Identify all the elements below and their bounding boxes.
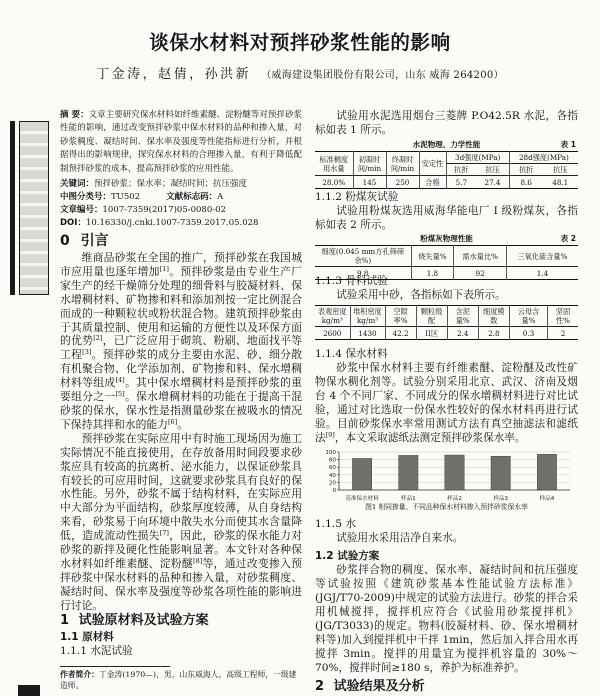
table-1-header: 标准稠度用水量 <box>315 152 353 176</box>
table-3-cell: 0.3 <box>509 327 547 340</box>
doc-code-label: 文献标志码： <box>166 192 218 202</box>
section-1-1-heading: 1.1 原材料 <box>60 631 114 643</box>
table-1-header: 初凝时间/min <box>353 152 386 176</box>
table-2-cell: 1.4 <box>506 267 578 280</box>
abstract-label: 摘 要： <box>60 110 89 120</box>
chart-y-tick-label: 40 <box>328 472 336 479</box>
article-number-value: 1007-7359(2017)05-0080-02 <box>102 205 226 215</box>
table-3-header: 细度模数 <box>478 306 509 327</box>
table-3-cell: II区 <box>416 327 447 340</box>
citation-marker: [5] <box>115 390 125 399</box>
table-1-cell: 250 <box>386 176 419 189</box>
footnote-rule <box>60 666 170 667</box>
table-1 <box>315 151 578 189</box>
table-2-header: 需水量比% <box>454 246 507 267</box>
doi-line <box>60 217 302 230</box>
table-2-header: 烧失量% <box>411 246 454 267</box>
clc-label: 中图分类号： <box>60 192 112 202</box>
table-1-subheader: 抗折 <box>509 164 542 176</box>
table-2-cell: 1.8 <box>411 267 454 280</box>
margin-band-bar <box>10 121 15 295</box>
retention-text: 砂浆中保水材料主要有纤维素醚、淀粉醚及改性矿物保水稠化剂等。试验分别采用北京、武汉、济南及烟台 4 个不同厂家、不同成分的保水增稠材料进行对比试验，通过对比选取一份保水性较好的保水材料再进行试验。目前砂浆保水率常用测试方法有真空抽滤法和滤纸法[9]，本文采取滤纸法测定预拌砂浆保水率。 <box>315 362 578 444</box>
test-plan-text: 砂浆拌合物的稠度、保水率、凝结时间和抗压强度等试验按照《建筑砂浆基本性能试验方法标准》(JGJ/T70-2009)中规定的试验方法进行。砂浆的拌合采用机械搅拌，搅拌机应符合《试验用砂浆搅拌机》(JG/T3033)的规定。物料(胶凝材料、砂、保水增稠材料等)加入到搅拌机中干拌 1min，然后加入拌合用水再搅拌 3min。搅拌的用量宜为搅拌机容量的 30%～70%，搅拌时间≥180 s，养护为标准养护。 <box>315 564 578 674</box>
chart-x-label: 样品3 <box>493 496 509 502</box>
table-3-cell: 1430 <box>350 327 385 340</box>
intro-paragraph-2: 预拌砂浆在实际应用中有时施工现场因为施工实际情况不能直接使用，在存放备用时间段要求砂浆应具有较高的抗离析、泌水能力，以保证砂浆具有较长的可应用时间，这就要求砂浆具有良好的保水性能。另外，砂浆不属于结构材料，在实际应用中大部分为平面结构，砂浆厚度较薄，从自身结构来看，砂浆易于向环境中散失水分而使其水含量降低，造成流动性损失[7]，因此，砂浆的保水能力对砂浆的新拌及硬化性能影响显著。本文针对各种保水材料如纤维素醚、淀粉醚[8]等，通过改变掺入预拌砂浆中保水材料的品种和掺入量，对砂浆稠度、凝结时间、保水率及强度等砂浆各项性能的影响进行讨论。 <box>60 431 303 612</box>
citation-marker: [6] <box>167 417 178 426</box>
table-1-cell: 48.1 <box>552 177 569 187</box>
byline <box>0 64 600 85</box>
section-1-2-heading: 1.2 试验方案 <box>315 550 380 562</box>
intro-paragraph-1: 维商品砂浆在全国的推广，预拌砂浆在我国城市应用量也逐年增加[1]。预拌砂浆是由专业生产厂家生产的经干燥筛分处理的细骨料与胶凝材料、保水增稠材料、矿物掺和料和添加剂按一定比例混合而成的一种颗粒状或粉状混合物。建筑预拌砂浆由于其质量控制、使用和运输的方便性以及环保方面的优势[2]，已广泛应用于砌筑、粉刷、地面找平等工程[3]。预拌砂浆的成分主要由水泥、砂、细分散有机聚合物、化学添加剂、矿物掺和料、保水增稠材料等组成[4]。其中保水增稠材料是预拌砂浆的重要组分之一[5]。保水增稠材料的功能在于提高干混砂浆的保水，保水性是指测量砂浆在被吸水的情况下保持其拌和水的能力[6]。 <box>60 251 303 431</box>
section-1-1-4-heading: 1.1.4 保水材料 <box>315 348 388 360</box>
chart-bar <box>399 455 418 490</box>
section-1-heading: 1 试验原材料及试验方案 <box>60 613 209 628</box>
chart-x-label: 基准保水材料 <box>345 496 379 502</box>
citation-marker: [3] <box>82 348 92 357</box>
table-2-header: 三氧化硫含量% <box>506 246 578 267</box>
table-1-subheader: 抗折 <box>446 164 476 176</box>
table-1-caption <box>315 140 578 150</box>
table-3 <box>315 305 578 340</box>
chart-y-tick-label: 20 <box>328 480 336 487</box>
chart-y-tick-label: 60 <box>328 465 336 472</box>
author-footnote <box>60 669 302 691</box>
chart-bar <box>352 458 371 490</box>
table-3-header: 空隙率% <box>385 306 416 327</box>
table-1-row <box>315 176 578 189</box>
table-3-cell: 2600 <box>323 328 342 338</box>
table-1-header: 终凝时间/min <box>386 152 419 176</box>
chart-bar <box>491 456 510 490</box>
figure-1-caption: 图1 相同掺量、不同品种保水材料掺入预拌砂浆保水率 <box>365 503 528 511</box>
doi-value: 10.16330/j.cnki.1007-7359.2017.05.028 <box>85 218 259 228</box>
table-2-caption <box>315 234 578 244</box>
table-3-header: 颗粒级配 <box>416 306 447 327</box>
chart-bar <box>445 455 464 490</box>
citation-marker: [7] <box>159 529 169 538</box>
classification-line <box>60 191 302 204</box>
table-2-cell: 92 <box>454 267 507 280</box>
table-3-header: 堆积密度kg/m³ <box>350 306 385 327</box>
section-1-1-5-heading: 1.1.5 水 <box>315 518 356 530</box>
table-1-header: 28d强度(MPa) <box>509 152 578 164</box>
table-1-subheader: 抗压 <box>543 164 578 176</box>
table-3-header: 云母含量% <box>509 306 547 327</box>
authors: 丁金涛，赵倩，孙洪新 <box>96 67 252 82</box>
table-2-cell: 9.8 <box>357 268 369 278</box>
water-text: 试验用水采用洁净自来水。 <box>336 532 464 544</box>
chart-y-tick-label: 0 <box>332 488 336 494</box>
affiliation: （威海建设集团股份有限公司，山东 威海 264200） <box>261 70 504 81</box>
citation-marker: [9] <box>325 431 335 439</box>
table-3-cell: 2 <box>547 327 578 340</box>
table-3-cell: 2.8 <box>478 327 509 340</box>
article-number-label: 文章编号： <box>60 205 103 215</box>
chart-y-tick-label: 100 <box>325 450 336 456</box>
footnote-text: 丁金涛(1970—)，男，山东威海人，高级工程师，一级建造师。 <box>60 670 297 690</box>
section-1-1-2-heading: 1.1.2 粉煤灰试验 <box>315 191 399 203</box>
flyash-text: 试验用粉煤灰选用威海华能电厂 I 级粉煤灰，各指标如表 2 所示。 <box>315 205 578 231</box>
table-3-header: 坚固性% <box>547 306 578 327</box>
citation-marker: [8] <box>193 556 203 565</box>
table-1-header: 3d强度(MPa) <box>446 152 509 164</box>
intro-body <box>60 251 302 613</box>
citation-marker: [4] <box>115 376 125 385</box>
margin-band-box <box>19 121 49 295</box>
table-1-number: 表 1 <box>560 140 576 149</box>
table-1-header: 安定性 <box>419 152 446 176</box>
keywords-text: 预拌砂浆；保水率；凝结时间；抗压强度 <box>94 179 248 189</box>
section-1-1-1-heading: 1.1.1 水泥试验 <box>60 645 133 657</box>
abstract <box>60 109 302 176</box>
chart-bar <box>537 454 556 490</box>
section-2-heading: 2 试验结果及分析 <box>315 679 425 694</box>
section-1-1-3-heading: 1.1.3 骨料试验 <box>315 275 388 287</box>
table-3-row <box>315 327 578 340</box>
table-3-header: 表观密度kg/m³ <box>315 306 350 327</box>
cement-text: 试验用水泥选用烟台三菱牌 P.O42.5R 水泥，各指标如表 1 所示。 <box>315 110 578 136</box>
article-title: 谈保水材料对预拌砂浆性能的影响 <box>149 31 451 54</box>
abstract-text: 文章主要研究保水材料如纤维素醚、淀粉醚等对预拌砂浆性能的影响，通过改变预拌砂浆中保水材料的品种和掺入量，对砂浆稠度、凝结时间、保水率及强度等性能指标进行分析，并根据得出的影响规律，探究保水材料的合理掺入量，有利于降低配制预拌砂浆的成本，提高预拌砂浆的应用性能。 <box>60 110 302 174</box>
citation-marker: [1] <box>159 264 169 273</box>
table-1-cell: 5.7 <box>446 176 476 189</box>
article-number-line <box>60 204 302 217</box>
table-1-cell: 27.4 <box>484 177 501 187</box>
table-1-cell: 8.6 <box>509 176 542 189</box>
chart-x-label: 样品4 <box>539 496 555 502</box>
table-1-cell: 合格 <box>419 176 446 189</box>
table-1-subheader: 抗压 <box>476 164 509 176</box>
keywords-label: 关键词： <box>60 179 95 189</box>
table-1-title: 水泥物理、力学性能 <box>412 140 481 149</box>
chart-x-label: 样品2 <box>447 496 462 502</box>
keywords-line <box>60 178 302 191</box>
page-corner-tab <box>18 685 40 696</box>
footnote-label: 作者简介： <box>60 670 99 679</box>
table-3-header: 含泥量% <box>447 306 478 327</box>
doi-label: DOI： <box>60 218 86 228</box>
chart-x-label: 样品1 <box>400 496 416 502</box>
table-3-cell: 2.4 <box>447 327 478 340</box>
intro-heading: 0 引言 <box>60 233 109 249</box>
table-2-number: 表 2 <box>560 234 576 243</box>
clc-value: TU502 <box>111 192 141 202</box>
chart-y-tick-label: 80 <box>328 457 336 464</box>
table-2-title: 粉煤灰物理性能 <box>420 234 473 243</box>
retention-bar-chart <box>315 448 578 503</box>
table-1-cell: 145 <box>353 176 386 189</box>
table-1-cell: 28.0% <box>322 177 346 187</box>
citation-marker: [2] <box>93 334 103 343</box>
table-3-cell: 42.2 <box>385 327 416 340</box>
doc-code-value: A <box>217 192 224 202</box>
aggregate-text: 试验采用中砂，各指标如下表所示。 <box>336 289 506 301</box>
table-2-header: 细度(0.045 mm方孔筛筛余%) <box>315 246 411 267</box>
